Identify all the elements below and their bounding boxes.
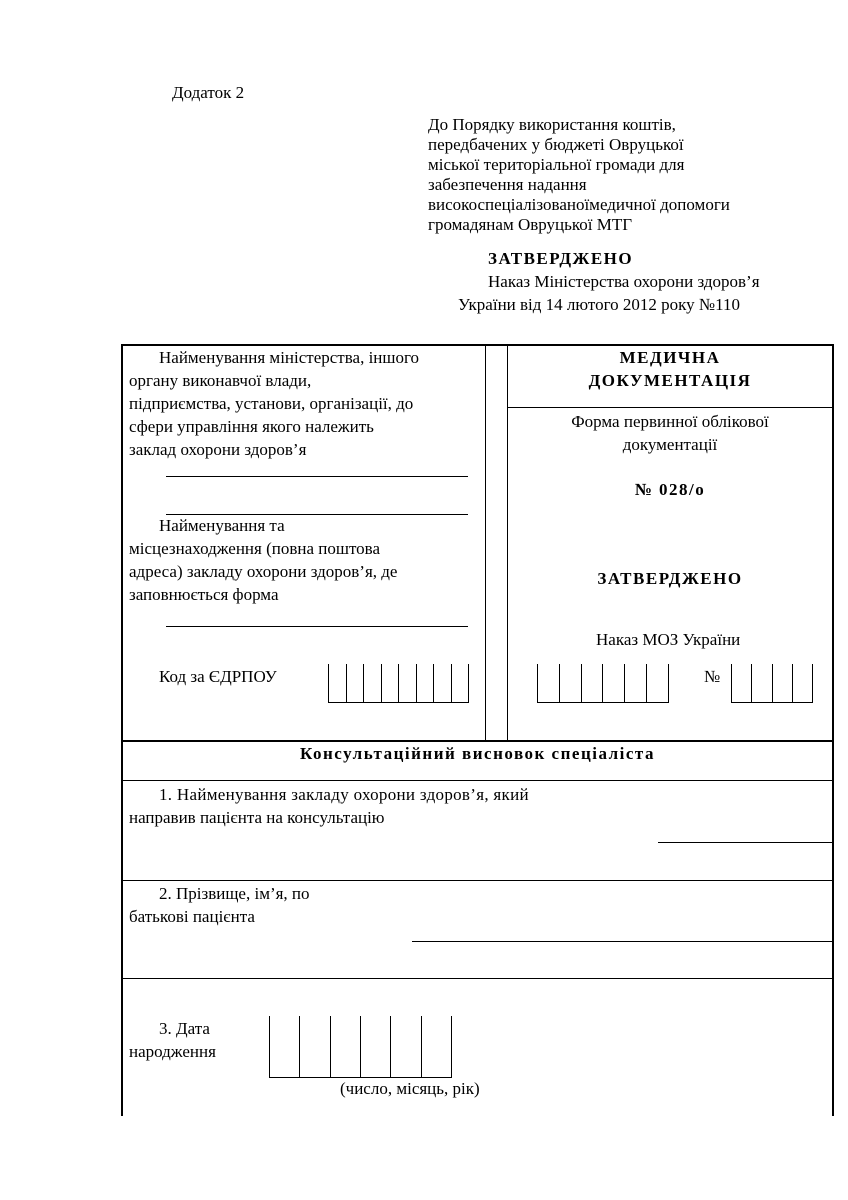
moz-order-label: Наказ МОЗ України	[596, 630, 741, 649]
edrpou-code-boxes[interactable]	[328, 664, 469, 703]
facility-line: місцезнаходження (повна поштова	[129, 539, 380, 558]
field-1-label-cont: направив пацієнта на консультацію	[129, 808, 385, 827]
section-bottom-border	[121, 780, 834, 781]
ministry-line: сфери управління якого належить	[129, 417, 374, 436]
basis-text	[428, 113, 730, 236]
section-title: Консультаційний висновок спеціаліста	[300, 744, 655, 763]
birth-date-hint: (число, місяць, рік)	[340, 1079, 480, 1098]
ministry-line: Найменування міністерства, іншого	[159, 348, 420, 367]
ministry-name-line[interactable]	[166, 476, 468, 477]
row-divider	[121, 978, 834, 979]
birth-date-boxes[interactable]	[269, 1016, 452, 1078]
form-number: № 028/о	[634, 480, 706, 499]
row-divider	[121, 880, 834, 881]
ministry-order-date: України від 14 лютого 2012 року №110	[458, 295, 740, 314]
field-1-label: 1. Найменування закладу охорони здоров’я, який	[159, 785, 529, 804]
frame-divider	[507, 344, 508, 741]
approved-heading: ЗАТВЕРДЖЕНО	[488, 249, 634, 268]
frame-left-border	[121, 344, 123, 1116]
basis-line: До Порядку використання коштів,	[428, 115, 676, 134]
field-3-label: 3. Дата	[159, 1019, 210, 1038]
edrpou-label: Код за ЄДРПОУ	[159, 667, 277, 686]
order-date-boxes[interactable]	[537, 664, 669, 703]
med-doc-title: ДОКУМЕНТАЦІЯ	[588, 371, 752, 390]
appendix-label: Додаток 2	[172, 83, 245, 102]
form-type-line: Форма первинної облікової	[571, 412, 769, 431]
frame-divider	[485, 344, 486, 741]
field-2-label: 2. Прізвище, ім’я, по	[159, 884, 310, 903]
basis-line: забезпечення надання	[428, 175, 587, 194]
facility-name-block	[129, 514, 397, 606]
facility-line: адреса) закладу охорони здоров’я, де	[129, 562, 398, 581]
basis-line: громадянам Овруцької МТГ	[428, 215, 633, 234]
basis-line: високоспеціалізованоїмедичної допомоги	[428, 195, 730, 214]
field-3-label-cont: народження	[129, 1042, 216, 1061]
basis-line: міської територіальної громади для	[428, 155, 685, 174]
facility-line: заповнюється форма	[129, 585, 279, 604]
field-1-input-line[interactable]	[658, 842, 833, 843]
order-number-boxes[interactable]	[731, 664, 813, 703]
ministry-line: підприємства, установи, організації, до	[129, 394, 414, 413]
frame-right-border	[832, 344, 834, 1116]
facility-line: Найменування та	[159, 516, 285, 535]
moz-approved-heading: ЗАТВЕРДЖЕНО	[597, 569, 743, 588]
ministry-name-block	[129, 346, 419, 461]
ministry-line: заклад охорони здоров’я	[129, 440, 307, 459]
med-doc-title: МЕДИЧНА	[619, 348, 721, 367]
basis-line: передбачених у бюджеті Овруцької	[428, 135, 684, 154]
facility-name-line[interactable]	[166, 626, 468, 627]
field-2-label-cont: батькові пацієнта	[129, 907, 255, 926]
right-title-divider	[507, 407, 833, 408]
form-type-line: документації	[622, 435, 718, 454]
ministry-order-line: Наказ Міністерства охорони здоров’я	[488, 272, 760, 291]
order-number-sign: №	[704, 667, 721, 686]
field-2-input-line[interactable]	[412, 941, 833, 942]
ministry-line: органу виконавчої влади,	[129, 371, 312, 390]
